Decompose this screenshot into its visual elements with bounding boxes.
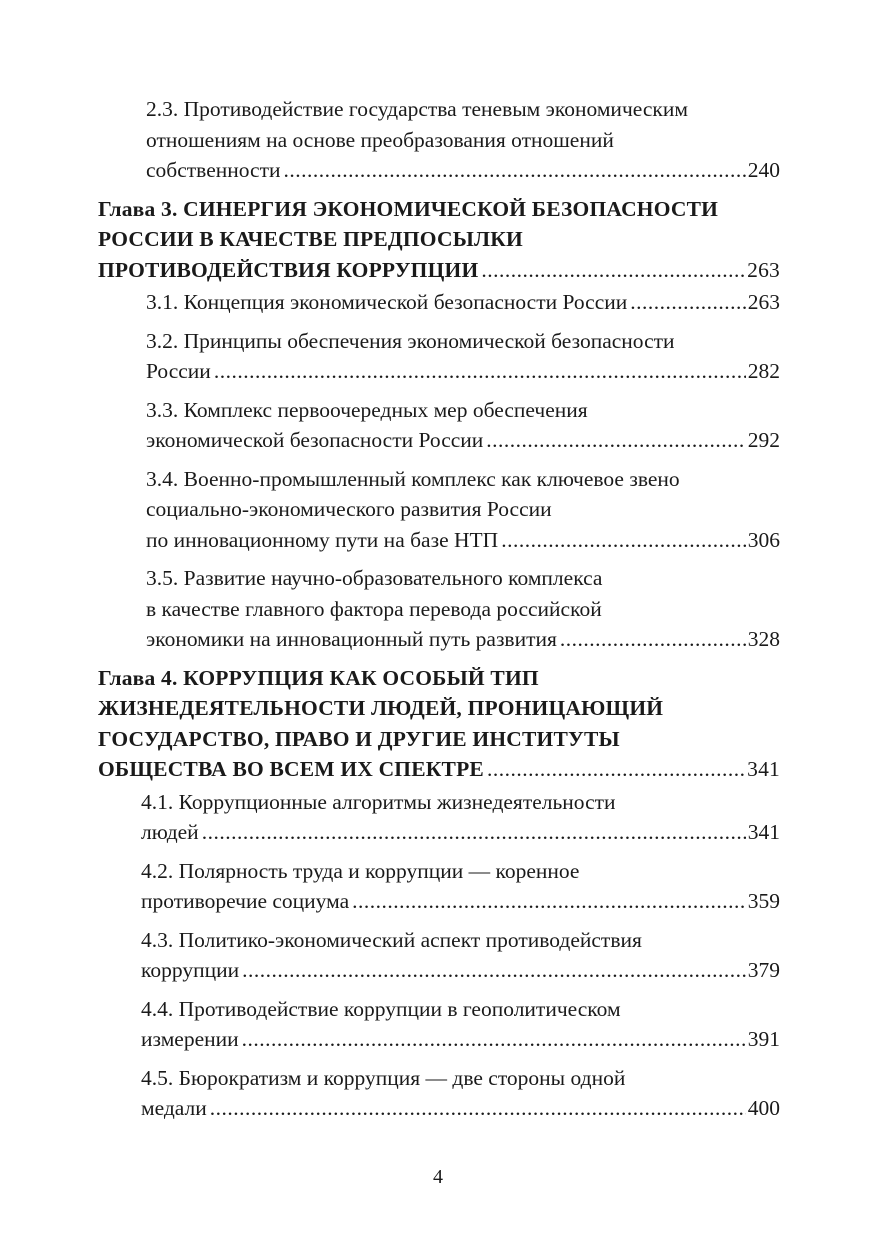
- dot-leader: [501, 525, 746, 556]
- toc-entry-line: 4.1. Коррупционные алгоритмы жизнедеятельности: [141, 789, 616, 814]
- toc-entry-last-line: [141, 817, 780, 848]
- toc-page-number: 359: [747, 889, 780, 913]
- toc-chapter-last-line: [98, 255, 780, 286]
- toc-page-number: 341: [747, 820, 780, 844]
- toc-entry-3-1: [98, 287, 780, 318]
- toc-entry-4-1: [98, 787, 780, 848]
- toc-entry-line: 3.3. Комплекс первоочередных мер обеспечения: [146, 397, 588, 422]
- toc-page-number: 328: [747, 627, 780, 651]
- toc-entry-line: 4.3. Политико-экономический аспект противодействия: [141, 927, 642, 952]
- toc-page-number: 306: [747, 527, 780, 552]
- toc-entry-3-3: [98, 395, 780, 456]
- dot-leader: [560, 624, 746, 655]
- toc-entry-4-2: [98, 856, 780, 917]
- toc-chapter-line: ЖИЗНЕДЕЯТЕЛЬНОСТИ ЛЮДЕЙ, ПРОНИЦАЮЩИЙ: [98, 696, 664, 720]
- toc-entry-last-line: [146, 356, 780, 387]
- toc-chapter-line: ГОСУДАРСТВО, ПРАВО И ДРУГИЕ ИНСТИТУТЫ: [98, 726, 620, 751]
- toc-entry-last-line: [141, 1093, 780, 1124]
- toc-entry-text: 3.1. Концепция экономической безопасности России: [146, 290, 628, 314]
- toc-entry-line: 3.5. Развитие научно-образовательного комплекса: [146, 566, 603, 590]
- toc-entry-text: медали: [141, 1096, 207, 1120]
- toc-entry-line: 4.2. Полярность труда и коррупции — коренное: [141, 858, 580, 883]
- dot-leader: [210, 1093, 746, 1124]
- toc-entry-text: коррупции: [141, 958, 240, 982]
- toc-entry-line: 3.4. Военно-промышленный комплекс как ключевое звено: [146, 466, 680, 491]
- dot-leader: [242, 1024, 746, 1055]
- toc-page-number: 282: [747, 359, 780, 383]
- toc-entry-last-line: [146, 525, 780, 556]
- toc-chapter-4: [98, 663, 780, 785]
- dot-leader: [486, 425, 745, 456]
- toc-page-number: 400: [747, 1096, 780, 1120]
- dot-leader: [487, 754, 745, 785]
- toc-entry-3-4: [98, 464, 780, 556]
- toc-entry-last-line: [146, 155, 780, 186]
- toc-page-number: 263: [747, 257, 780, 282]
- toc-entry-4-3: [98, 925, 780, 986]
- toc-entry-line: социально-экономического развития России: [146, 497, 552, 521]
- toc-entry-text: измерении: [141, 1027, 239, 1051]
- toc-page-number: 391: [747, 1027, 780, 1051]
- dot-leader: [630, 287, 745, 318]
- toc-entry-line: 4.4. Противодействие коррупции в геополитическом: [141, 996, 621, 1021]
- toc-page-number: 263: [747, 290, 780, 314]
- toc-entry-3-5: [98, 563, 780, 655]
- toc-entry-text: собственности: [146, 158, 281, 182]
- toc-entry-text: по инновационному пути на базе НТП: [146, 527, 499, 552]
- toc-entry-last-line: [146, 287, 780, 318]
- toc-entry-text: экономической безопасности России: [146, 428, 484, 452]
- toc-entry-4-4: [98, 994, 780, 1055]
- toc-entry-4-5: [98, 1063, 780, 1124]
- page-number: 4: [433, 1166, 443, 1188]
- toc-entry-last-line: [141, 886, 780, 917]
- dot-leader: [202, 817, 746, 848]
- toc-chapter-text: ОБЩЕСТВА ВО ВСЕМ ИХ СПЕКТРЕ: [98, 757, 484, 781]
- toc-chapter-last-line: [98, 754, 780, 785]
- toc-page-number: 379: [747, 958, 780, 982]
- toc-entry-text: России: [146, 359, 211, 383]
- toc-entry-line: 3.2. Принципы обеспечения экономической безопасности: [146, 328, 675, 353]
- toc-chapter-line: Глава 3. СИНЕРГИЯ ЭКОНОМИЧЕСКОЙ БЕЗОПАСНОСТИ: [98, 196, 719, 221]
- dot-leader: [352, 886, 746, 917]
- table-of-contents: [98, 94, 780, 1132]
- toc-entry-last-line: [141, 1024, 780, 1055]
- toc-entry-line: 4.5. Бюрократизм и коррупция — две стороны одной: [141, 1065, 626, 1090]
- dot-leader: [242, 955, 746, 986]
- toc-entry-2-3: [98, 94, 780, 186]
- toc-chapter-line: Глава 4. КОРРУПЦИЯ КАК ОСОБЫЙ ТИП: [98, 665, 539, 690]
- toc-page-number: 341: [747, 757, 780, 781]
- toc-entry-3-2: [98, 326, 780, 387]
- toc-entry-line: отношениям на основе преобразования отношений: [146, 127, 614, 152]
- toc-chapter-text: ПРОТИВОДЕЙСТВИЯ КОРРУПЦИИ: [98, 257, 479, 282]
- toc-entry-text: экономики на инновационный путь развития: [146, 627, 557, 651]
- toc-page-number: 240: [747, 158, 780, 182]
- toc-chapter-line: РОССИИ В КАЧЕСТВЕ ПРЕДПОСЫЛКИ: [98, 227, 523, 251]
- toc-entry-last-line: [141, 955, 780, 986]
- dot-leader: [214, 356, 746, 387]
- dot-leader: [283, 155, 745, 186]
- toc-entry-last-line: [146, 425, 780, 456]
- toc-entry-line: 2.3. Противодействие государства теневым экономическим: [146, 97, 688, 121]
- toc-entry-text: противоречие социума: [141, 889, 350, 913]
- toc-page-number: 292: [747, 428, 780, 452]
- dot-leader: [481, 255, 745, 286]
- toc-entry-line: в качестве главного фактора перевода российской: [146, 596, 602, 621]
- toc-entry-last-line: [146, 624, 780, 655]
- toc-chapter-3: [98, 194, 780, 286]
- toc-entry-text: людей: [141, 820, 199, 844]
